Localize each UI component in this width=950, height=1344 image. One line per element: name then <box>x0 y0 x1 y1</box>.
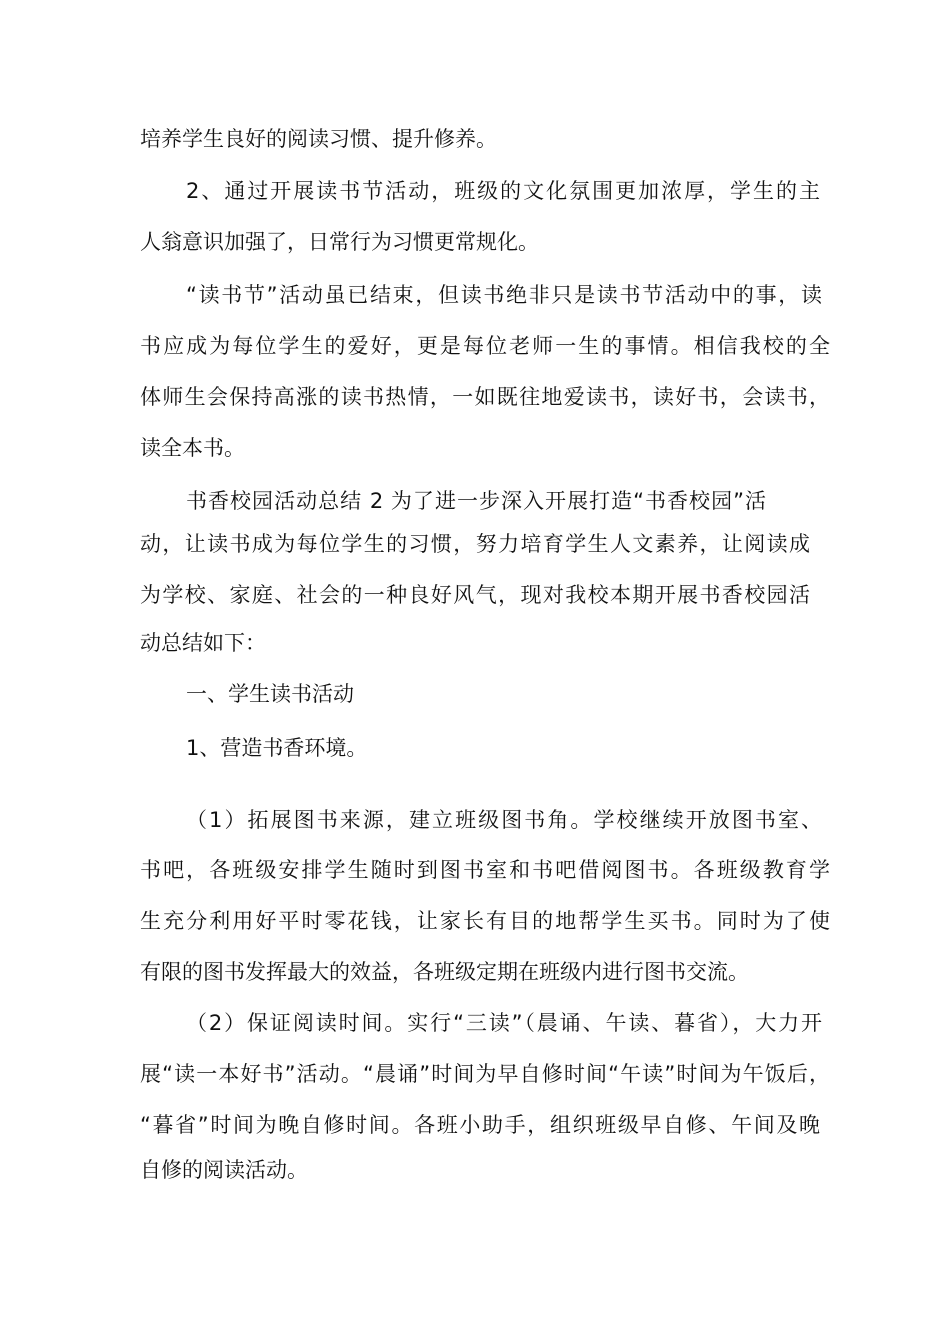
paragraph-line: 书香校园活动总结 2 为了进一步深入开展打造“书香校园”活 <box>186 489 766 513</box>
paragraph-line: 有限的图书发挥最大的效益，各班级定期在班级内进行图书交流。 <box>140 960 749 984</box>
paragraph-line: 为学校、家庭、社会的一种良好风气，现对我校本期开展书香校园活 <box>140 583 810 607</box>
paragraph-line: 2、通过开展读书节活动，班级的文化氛围更加浓厚，学生的主 <box>186 179 820 203</box>
paragraph-line: 生充分利用好平时零花钱，让家长有目的地帮学生买书。同时为了使 <box>140 909 830 933</box>
paragraph-line: （2）保证阅读时间。实行“三读”（晨诵、午读、暮省），大力开 <box>186 1011 822 1035</box>
paragraph-line: 自修的阅读活动。 <box>140 1158 308 1182</box>
paragraph-line: 人翁意识加强了，日常行为习惯更常规化。 <box>140 230 539 254</box>
paragraph-line: 书吧，各班级安排学生随时到图书室和书吧借阅图书。各班级教育学 <box>140 858 830 882</box>
paragraph-line: 体师生会保持高涨的读书热情，一如既往地爱读书，读好书，会读书， <box>140 385 830 409</box>
paragraph-line: 展“读一本好书”活动。“晨诵”时间为早自修时间“午读”时间为午饭后， <box>140 1062 830 1086</box>
paragraph-line: 书应成为每位学生的爱好，更是每位老师一生的事情。相信我校的全 <box>140 334 830 358</box>
paragraph-line: 培养学生良好的阅读习惯、提升修养。 <box>140 127 497 151</box>
paragraph-line: （1）拓展图书来源，建立班级图书角。学校继续开放图书室、 <box>186 808 822 832</box>
paragraph-line: 动总结如下： <box>140 631 266 655</box>
paragraph-line: “读书节”活动虽已结束，但读书绝非只是读书节活动中的事，读 <box>186 283 822 307</box>
section-heading: 一、学生读书活动 <box>186 682 354 706</box>
paragraph-line: 读全本书。 <box>140 436 245 460</box>
paragraph-line: 动，让读书成为每位学生的习惯，努力培育学生人文素养，让阅读成 <box>140 532 810 556</box>
subsection-heading: 1、营造书香环境。 <box>186 736 368 760</box>
paragraph-line: “暮省”时间为晚自修时间。各班小助手，组织班级早自修、午间及晚 <box>140 1113 820 1137</box>
